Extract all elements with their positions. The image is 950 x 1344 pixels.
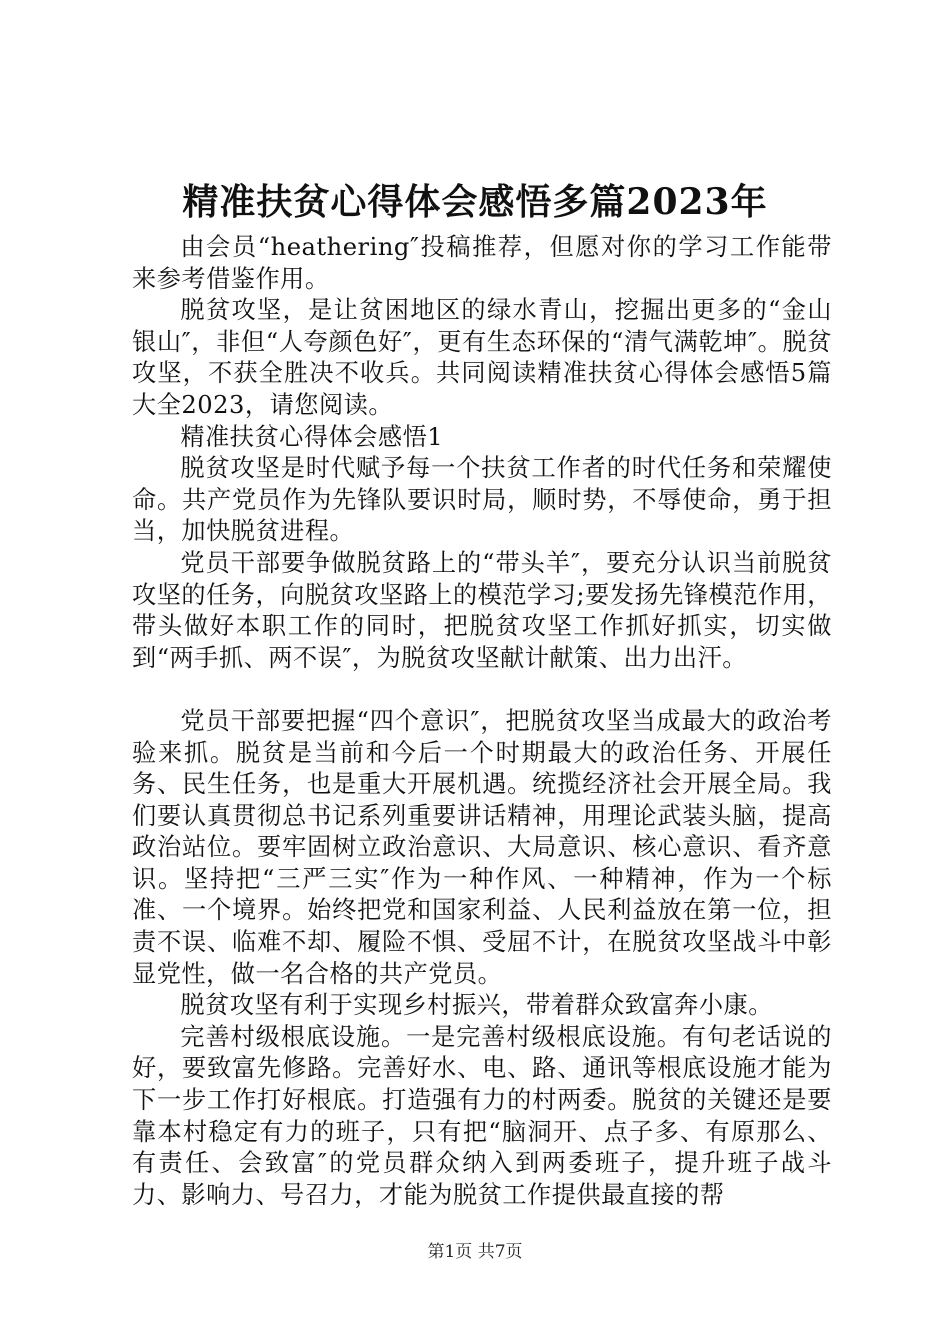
paragraph: 完善村级根底设施。一是完善村级根底设施。有句老话说的好，要致富先修路。完善好水、电、路、通讯等根底设施才能为下一步工作打好根底。打造强有力的村两委。脱贫的关键还是要靠本村稳定有力的班子，只有把“脑洞开、点子多、有原那么、有责任、会致富″的党员群众纳入到两委班子，提升班子战斗力、影响力、号召力，才能为脱贫工作提供最直接的帮 — [132, 1022, 832, 1209]
paragraph: 党员干部要把握“四个意识″，把脱贫攻坚当成最大的政治考验来抓。脱贫是当前和今后一个时期最大的政治任务、开展任务、民生任务，也是重大开展机遇。统揽经济社会开展全局。我们要认真贯彻总书记系列重要讲话精神，用理论武装头脑，提高政治站位。要牢固树立政治意识、大局意识、核心意识、看齐意识。坚持把“三严三实″作为一种作风、一种精神，作为一个标准、一个境界。始终把党和国家利益、人民利益放在第一位，担责不误、临难不却、履险不惧、受屈不计，在脱贫攻坚战斗中彰显党性，做一名合格的共产党员。 — [132, 706, 832, 988]
paragraph: 党员干部要争做脱贫路上的“带头羊″，要充分认识当前脱贫攻坚的任务，向脱贫攻坚路上的模范学习;要发扬先锋模范作用，带头做好本职工作的同时，把脱贫攻坚工作抓好抓实，切实做到“两手抓、两不误″，为脱贫攻坚献计献策、出力出汗。 — [132, 548, 832, 672]
section-heading: 精准扶贫心得体会感悟1 — [180, 422, 444, 451]
page-number-footer: 第1页 共7页 — [427, 1242, 523, 1262]
paragraph: 脱贫攻坚是时代赋予每一个扶贫工作者的时代任务和荣耀使命。共产党员作为先锋队要识时局，顺时势，不辱使命，勇于担当，加快脱贫进程。 — [132, 454, 832, 546]
paragraph-summary: 脱贫攻坚，是让贫困地区的绿水青山，挖掘出更多的“金山银山″，非但“人夸颜色好″，更有生态环保的“清气满乾坤″。脱贫攻坚，不获全胜决不收兵。共同阅读精准扶贫心得体会感悟5篇大全2023，请您阅读。 — [132, 296, 832, 419]
blank-line — [132, 674, 832, 706]
document-title: 精准扶贫心得体会感悟多篇2023年 — [182, 181, 768, 223]
paragraph-intro: 由会员“heathering″投稿推荐，但愿对你的学习工作能带来参考借鉴作用。 — [132, 233, 832, 293]
paragraph: 脱贫攻坚有利于实现乡村振兴，带着群众致富奔小康。 — [180, 991, 773, 1020]
document-body — [132, 232, 832, 1211]
